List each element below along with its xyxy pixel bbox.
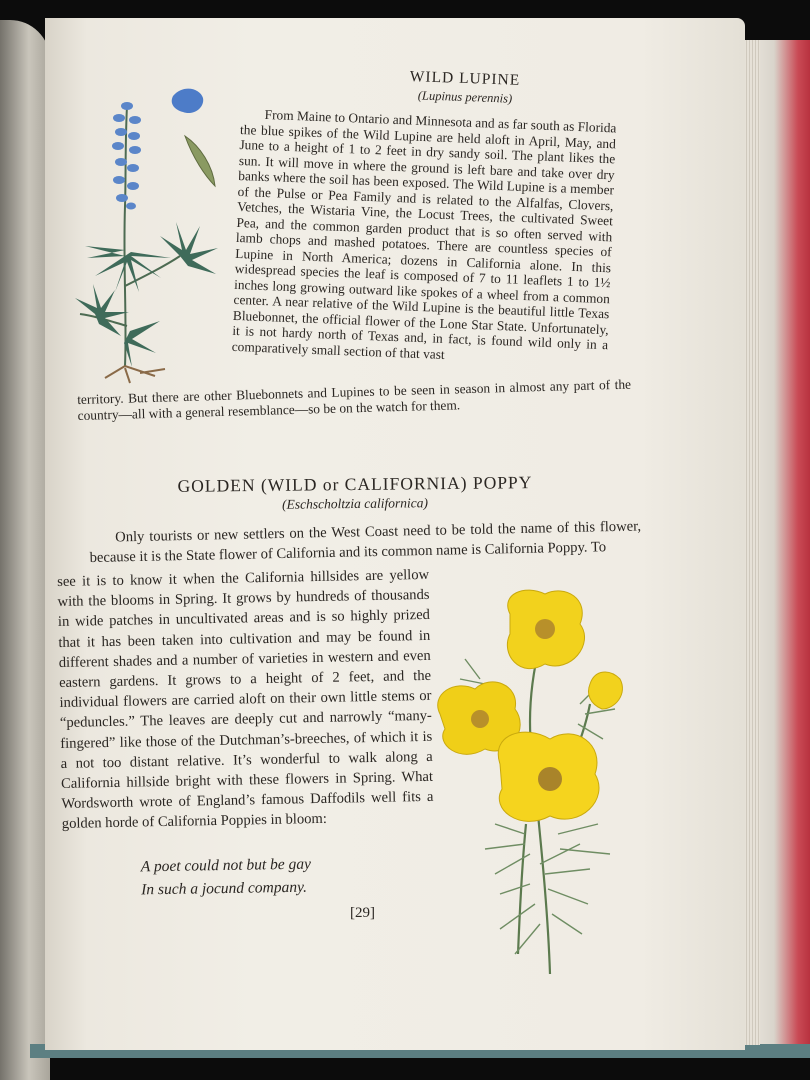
lupine-roots xyxy=(105,366,165,383)
poppy-illustration xyxy=(430,584,650,984)
lupine-scientific-name: (Lupinus perennis) xyxy=(417,88,513,106)
poppy-title: GOLDEN (WILD or CALIFORNIA) POPPY xyxy=(177,472,533,496)
wordsworth-verse xyxy=(141,853,312,902)
poppy-body-text xyxy=(57,565,434,835)
poppy-scientific-name: (Eschscholtzia californica) xyxy=(281,495,428,512)
poppy-intro-text xyxy=(89,516,642,568)
lupine-title: WILD LUPINE xyxy=(409,68,521,89)
lupine-seed-pod-detail xyxy=(185,136,215,186)
lupine-paragraph-tail: territory. But there are other Bluebonnets and Lupines to be seen in season in almost any part of the country—all with a general resemblance—so be on the watch for them. xyxy=(77,376,632,423)
page-number: [29] xyxy=(350,905,375,921)
verse-line: In such a jocund company. xyxy=(141,878,308,899)
left-page-edge xyxy=(0,20,50,1080)
lupine-body-text xyxy=(231,106,616,368)
lupine-stem xyxy=(80,106,180,366)
poppy-flower-top xyxy=(507,590,584,668)
poppy-flower-center xyxy=(498,732,599,821)
poppy-paragraph: see it is to know it when the California hillsides are yellow with the blooms in Spring. It grows by hundreds of thousands in wide patches in uncultivated areas and is so highly prized that it has been taken into cultivation and may be found in different shades and a number of varieties in western and even eastern gardens. It grows to a height of 2 feet, and the individual flowers are carried aloft on their own little stems or “peduncles.” The leaves are deeply cut and narrowly “many-fingered” like those of the Dutchman’s-breeches, of which it is a not too distant relative. It’s wonderful to walk along a California hillside bright with these flowers in Spring. What Wordsworth wrote of England’s famous Daffodils well fits a golden horde of California Poppies in bloom: xyxy=(57,566,434,833)
lupine-illustration xyxy=(55,86,235,386)
book-page xyxy=(45,18,745,1050)
lupine-leaves xyxy=(75,222,218,367)
lupine-paragraph: From Maine to Ontario and Minnesota and as far south as Florida the blue spikes of the Wild Lupine are held aloft in April, May, and June to a height of 1 to 2 feet in dry sandy soil. The plant likes the sun. It will move in where the ground is left bare and take over dry banks where the soil has been exposed. The Wild Lupine is a member of the Pulse or Pea Family and is related to the Alfalfas, Clovers, Vetches, the Wistaria Vine, the Locust Trees, the cultivated Sweet Pea, and the common garden product that is so often served with lamb chops and mashed potatoes. There are countless species of Lupine in North America; dozens in California alone. In this widespread species the leaf is composed of 7 to 11 leaflets 1 to 1½ inches long growing outward like spokes of a wheel from a common center. A near relative of the Wild Lupine is the beautiful little Texas Bluebonnet, the official flower of the Lone Star State. Unfortunately, it is not hardy north of Texas and, in fact, is found wild only in a comparatively small section of that vast xyxy=(231,106,617,362)
poppy-intro-paragraph: Only tourists or new settlers on the West Coast need to be told the name of this flower, because it is the State flower of California and its common name is California Poppy. To xyxy=(89,518,642,566)
poppy-bud xyxy=(589,672,623,709)
lupine-single-flower-detail xyxy=(172,89,203,113)
verse-line: A poet could not but be gay xyxy=(140,855,312,876)
